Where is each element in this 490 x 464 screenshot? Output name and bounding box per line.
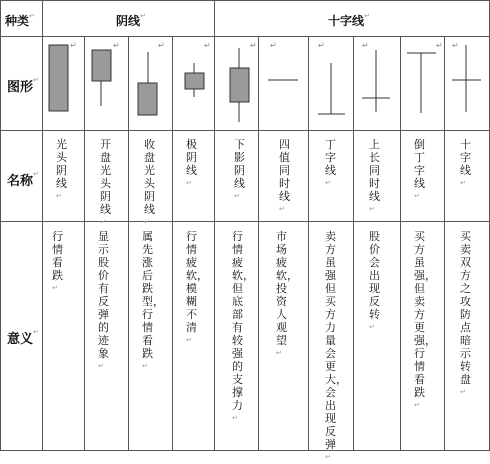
candle-body-lower-shadow-yin xyxy=(230,68,249,102)
header-cross-line: 十字线↵ xyxy=(328,12,370,28)
header-category: 种类↵ xyxy=(5,12,35,28)
candle-body-close-bald-yin xyxy=(138,83,157,115)
meaning-cell: 行情看跌↵ xyxy=(52,230,63,292)
meaning-cell: 行情疲软，模糊不清↵ xyxy=(186,230,208,344)
cell-mark: ↵ xyxy=(158,41,165,50)
candle-body-open-bald-yin xyxy=(92,50,111,81)
candle-body-extreme-yin xyxy=(185,73,204,89)
meaning-cell: 市场疲软，投资人观望↵ xyxy=(276,230,298,357)
name-cell: 下影阴线↵ xyxy=(234,138,245,200)
meaning-cell: 卖方虽强但买方力量会更大，会出现反弹↵ xyxy=(325,230,347,461)
row-label-meaning: 意义↵ xyxy=(7,328,39,347)
cell-mark: ↵ xyxy=(362,41,369,50)
meaning-cell: 买方虽强，但卖方更强，行情看跌↵ xyxy=(414,230,436,409)
name-cell: 极阴线↵ xyxy=(186,138,197,187)
name-cell: 丁字线↵ xyxy=(325,138,336,187)
name-cell: 开盘光头阴线↵ xyxy=(100,138,111,226)
meaning-cell: 属先涨后跌型，行情看跌↵ xyxy=(142,230,164,370)
cell-mark: ↵ xyxy=(70,41,77,50)
name-cell: 收盘光头阴线↵ xyxy=(144,138,155,226)
cell-mark: ↵ xyxy=(250,41,257,50)
name-cell: 倒丁字线↵ xyxy=(414,138,425,200)
meaning-cell: 股价会出现反转↵ xyxy=(369,230,380,331)
cell-mark: ↵ xyxy=(270,41,277,50)
header-yin-line: 阴线↵ xyxy=(116,12,146,28)
row-label-name: 名称↵ xyxy=(7,170,39,189)
name-cell: 上长同时线↵ xyxy=(369,138,380,213)
meaning-cell: 买卖双方之攻防点暗示转盘↵ xyxy=(460,230,471,396)
cell-mark: ↵ xyxy=(204,41,211,50)
candle-body-bald-yin xyxy=(49,45,68,111)
row-label-shape: 图形↵ xyxy=(7,76,39,95)
cell-mark: ↵ xyxy=(113,41,120,50)
cell-mark: ↵ xyxy=(318,41,325,50)
cell-mark: ↵ xyxy=(436,41,443,50)
name-cell: 四值同时线↵ xyxy=(279,138,290,213)
cell-mark: ↵ xyxy=(452,41,459,50)
name-cell: 光头阴线↵ xyxy=(56,138,67,200)
meaning-cell: 显示股价有反弹的迹象↵ xyxy=(98,230,109,370)
meaning-cell: 行情疲软，但底部有较强的支撑力↵ xyxy=(232,230,254,422)
name-cell: 十字线↵ xyxy=(460,138,471,187)
